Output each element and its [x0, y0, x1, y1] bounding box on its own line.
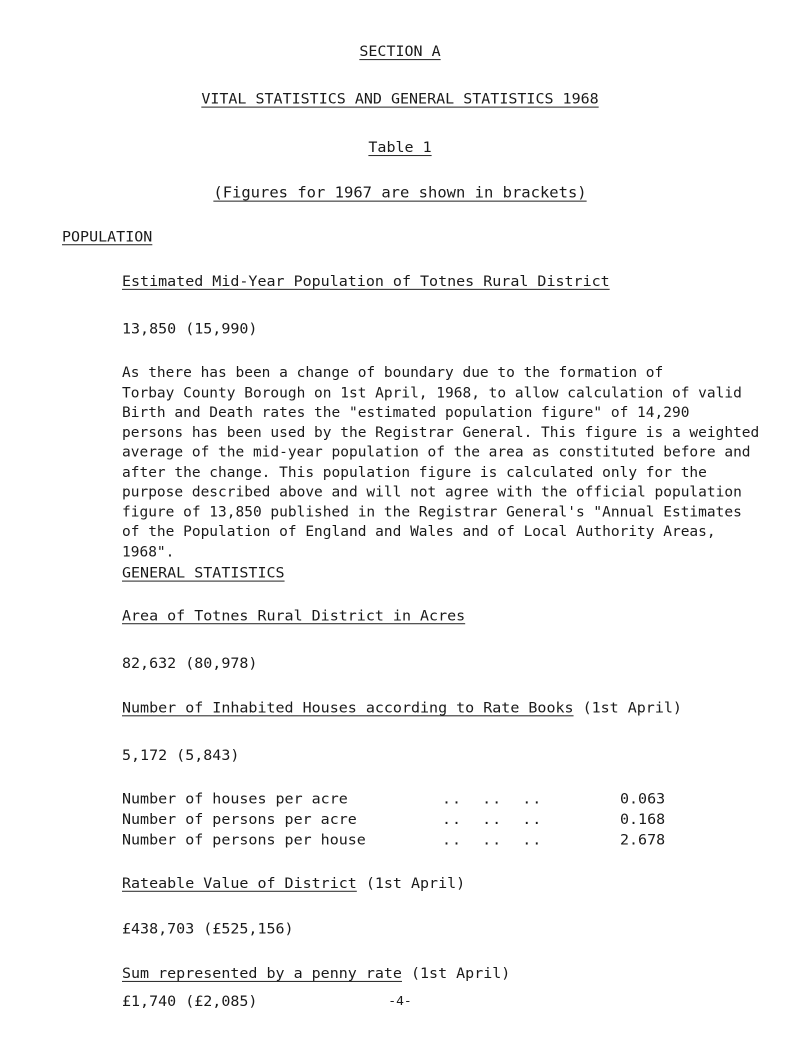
ratio-value: 0.168: [620, 810, 666, 828]
list-item: Number of persons per house: [122, 830, 366, 849]
section-heading: SECTION A: [359, 42, 441, 61]
population-paragraph: As there has been a change of boundary due to the formation of Torbay County Borough on 1st April, 1968, to allow calculation of valid Birth and Death rates the "estimated population figure" of 14,290 persons has been used by the Registrar General. This figure is a weighted average of the mid-year population of the area as constituted before and after the change. This population figure is calculated only for the purpose described above and will not agree with the official population figure of 13,850 published in the Registrar General's "Annual Estimates of the Population of England and Wales and of Local Authority Areas, 1968".: [122, 365, 760, 560]
page-number: -4-: [388, 994, 412, 1010]
area-heading: Area of Totnes Rural District in Acres: [122, 606, 466, 625]
leader-dots: .. .. ..: [442, 789, 543, 808]
area-value: 82,632 (80,978): [122, 654, 258, 672]
rateable-heading: Rateable Value of District (1st April): [122, 874, 466, 892]
table-label: Table 1: [368, 138, 432, 157]
brackets-note: (Figures for 1967 are shown in brackets): [213, 184, 587, 202]
leader-dots: .. .. ..: [442, 830, 543, 849]
list-item: Number of houses per acre: [122, 789, 348, 808]
general-statistics-heading: GENERAL STATISTICS: [122, 564, 285, 582]
leader-dots: .. .. ..: [442, 810, 543, 828]
population-subheading: Estimated Mid-Year Population of Totnes Rural District: [122, 272, 610, 290]
penny-rate-value: £1,740 (£2,085): [122, 992, 258, 1010]
ratio-value: 2.678: [620, 830, 666, 849]
document-title: VITAL STATISTICS AND GENERAL STATISTICS 1968: [201, 90, 599, 108]
population-heading: POPULATION: [62, 227, 153, 246]
ratio-value: 0.063: [620, 789, 666, 808]
list-item: Number of persons per acre: [122, 810, 357, 828]
population-value: 13,850 (15,990): [122, 319, 258, 338]
penny-rate-heading: Sum represented by a penny rate (1st April): [122, 964, 511, 982]
houses-heading: Number of Inhabited Houses according to Rate Books (1st April): [122, 698, 682, 717]
houses-value: 5,172 (5,843): [122, 746, 240, 764]
rateable-value: £438,703 (£525,156): [122, 919, 294, 938]
